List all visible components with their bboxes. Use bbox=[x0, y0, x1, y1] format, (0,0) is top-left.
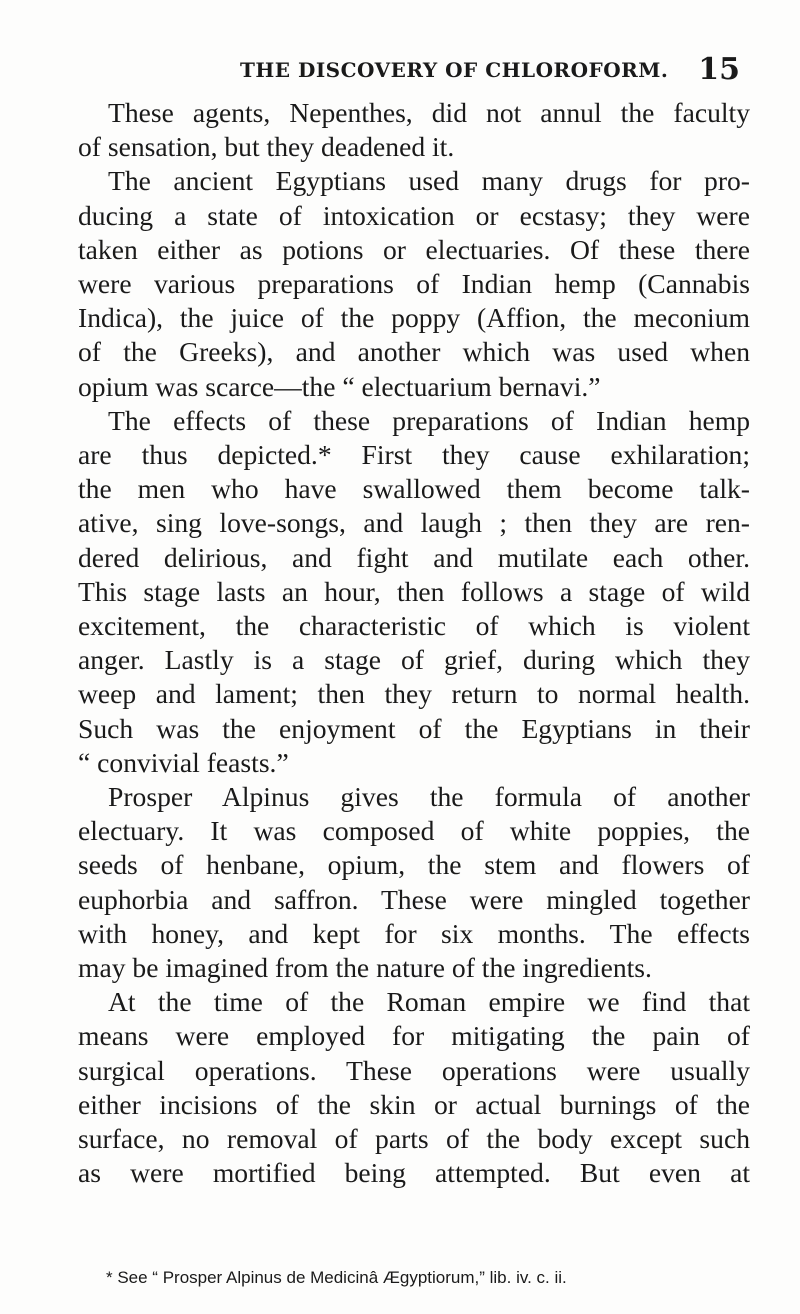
text-line: taken either as potions or electuaries. Of these there bbox=[78, 233, 750, 265]
text-line: The effects of these preparations of Indian hemp bbox=[108, 404, 750, 436]
text-line: surgical operations. These operations were usually bbox=[78, 1054, 750, 1086]
text-line: anger. Lastly is a stage of grief, during which they bbox=[78, 644, 750, 676]
text-line: Such was the enjoyment of the Egyptians in their bbox=[78, 712, 750, 744]
text-line: ducing a state of intoxication or ecstasy; they were bbox=[78, 199, 750, 231]
text-line: may be imagined from the nature of the ingredients. bbox=[78, 952, 652, 984]
text-line: were various preparations of Indian hemp (Cannabis bbox=[78, 268, 750, 300]
text-line: excitement, the characteristic of which is violent bbox=[78, 610, 750, 642]
text-line: Indica), the juice of the poppy (Affion, the meconium bbox=[78, 302, 750, 334]
footnote: * See “ Prosper Alpinus de Medicinâ Ægyptiorum,” lib. iv. c. ii. bbox=[106, 1268, 567, 1287]
text-line: of the Greeks), and another which was used when bbox=[78, 336, 750, 368]
text-line: electuary. It was composed of white poppies, the bbox=[78, 815, 750, 847]
text-line: “ convivial feasts.” bbox=[78, 746, 289, 778]
text-line: This stage lasts an hour, then follows a stage of wild bbox=[78, 575, 750, 607]
running-head bbox=[80, 52, 740, 88]
text-line: The ancient Egyptians used many drugs for pro- bbox=[108, 165, 750, 197]
text-line: ative, sing love-songs, and laugh ; then they are ren- bbox=[78, 507, 750, 539]
text-line: of sensation, but they deadened it. bbox=[78, 131, 455, 163]
text-line: At the time of the Roman empire we find that bbox=[108, 986, 750, 1018]
text-line: opium was scarce—the “ electuarium bernavi.” bbox=[78, 370, 601, 402]
text-line: either incisions of the skin or actual burnings of the bbox=[78, 1088, 750, 1120]
running-title: THE DISCOVERY OF CHLOROFORM. bbox=[240, 58, 669, 82]
text-line: are thus depicted.* First they cause exhilaration; bbox=[78, 439, 750, 471]
text-line: surface, no removal of parts of the body except such bbox=[78, 1123, 750, 1155]
text-line: as were mortified being attempted. But even at bbox=[78, 1157, 750, 1189]
text-line: the men who have swallowed them become talk- bbox=[78, 473, 750, 505]
text-line: means were employed for mitigating the pain of bbox=[78, 1020, 750, 1052]
body-text bbox=[78, 96, 750, 1191]
text-line: These agents, Nepenthes, did not annul the faculty bbox=[108, 97, 750, 128]
text-line: euphorbia and saffron. These were mingled together bbox=[78, 883, 750, 915]
text-line: Prosper Alpinus gives the formula of another bbox=[108, 781, 750, 813]
text-line: seeds of henbane, opium, the stem and flowers of bbox=[78, 849, 750, 881]
page-number: 15 bbox=[698, 52, 740, 87]
text-line: with honey, and kept for six months. The effects bbox=[78, 917, 750, 949]
text-line: weep and lament; then they return to normal health. bbox=[78, 678, 750, 710]
text-line: dered delirious, and fight and mutilate each other. bbox=[78, 541, 750, 573]
